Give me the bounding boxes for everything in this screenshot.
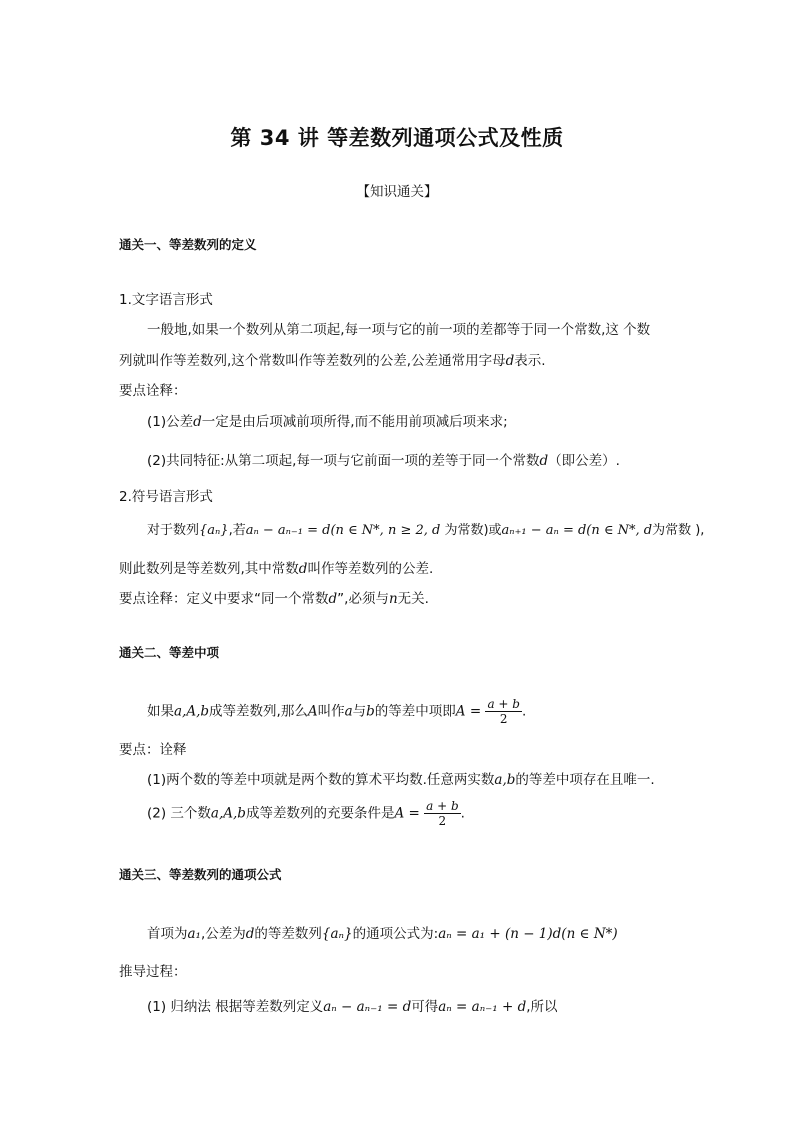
note-label-2: 要点：诠释 — [119, 742, 187, 758]
fraction-mean: $\frac{a + b}{2}$ — [487, 697, 520, 726]
paragraph-general-term: 首项为a₁,公差为d的等差数列{aₙ}的通项公式为:aₙ = a₁ + (n − 1)d(n ∈ N*) — [147, 926, 618, 942]
note-definition: 要点诠释：定义中要求“同一个常数d”,必须与n无关. — [119, 591, 429, 607]
paragraph-definition-1: 一般地,如果一个数列从第二项起,每一项与它的前一项的差都等于同一个常数,这 个数 — [147, 322, 651, 338]
note-label-3: 推导过程： — [119, 964, 187, 980]
section-heading-1: 通关一、等差数列的定义 — [119, 237, 257, 252]
note-item-2: (2)共同特征:从第二项起,每一项与它前面一项的差等于同一个常数d（即公差）. — [147, 453, 620, 469]
subheading-symbol-form: 2.符号语言形式 — [119, 489, 213, 505]
section-heading-3: 通关三、等差数列的通项公式 — [119, 867, 282, 882]
fraction-condition: $\frac{a + b}{2}$ — [426, 799, 459, 828]
note-label-1: 要点诠释： — [119, 383, 187, 399]
note-item-1: (1)公差d一定是由后项减前项所得,而不能用前项减后项来求; — [147, 414, 508, 430]
derivation-item-1: (1) 归纳法 根据等差数列定义aₙ − aₙ₋₁ = d可得aₙ = aₙ₋₁ + d,所以 — [147, 999, 558, 1015]
section-heading-2: 通关二、等差中项 — [119, 645, 220, 660]
page-title: 第 34 讲 等差数列通项公式及性质 — [230, 126, 564, 150]
paragraph-arithmetic-mean: 如果a,A,b成等差数列,那么A叫作a与b的等差中项即A = $\frac{a + b}{2}$ . — [147, 697, 527, 726]
note-item-mean-1: (1)两个数的等差中项就是两个数的算术平均数.任意两实数a,b的等差中项存在且唯一. — [147, 772, 655, 788]
note-item-mean-2: (2) 三个数a,A,b成等差数列的充要条件是A = $\frac{a + b}{2}$ . — [147, 799, 465, 828]
paragraph-symbol-definition: 对于数列{aₙ},若aₙ − aₙ₋₁ = d(n ∈ N*, n ≥ 2, d 为常数)或aₙ₊₁ − aₙ = d(n ∈ N*, d为常数 ), — [147, 523, 705, 538]
paragraph-symbol-conclusion: 则此数列是等差数列,其中常数d叫作等差数列的公差. — [119, 561, 434, 577]
paragraph-definition-2: 列就叫作等差数列,这个常数叫作等差数列的公差,公差通常用字母d表示. — [119, 353, 546, 369]
section-subtitle: 【知识通关】 — [356, 184, 438, 200]
subheading-text-form: 1.文字语言形式 — [119, 292, 213, 308]
